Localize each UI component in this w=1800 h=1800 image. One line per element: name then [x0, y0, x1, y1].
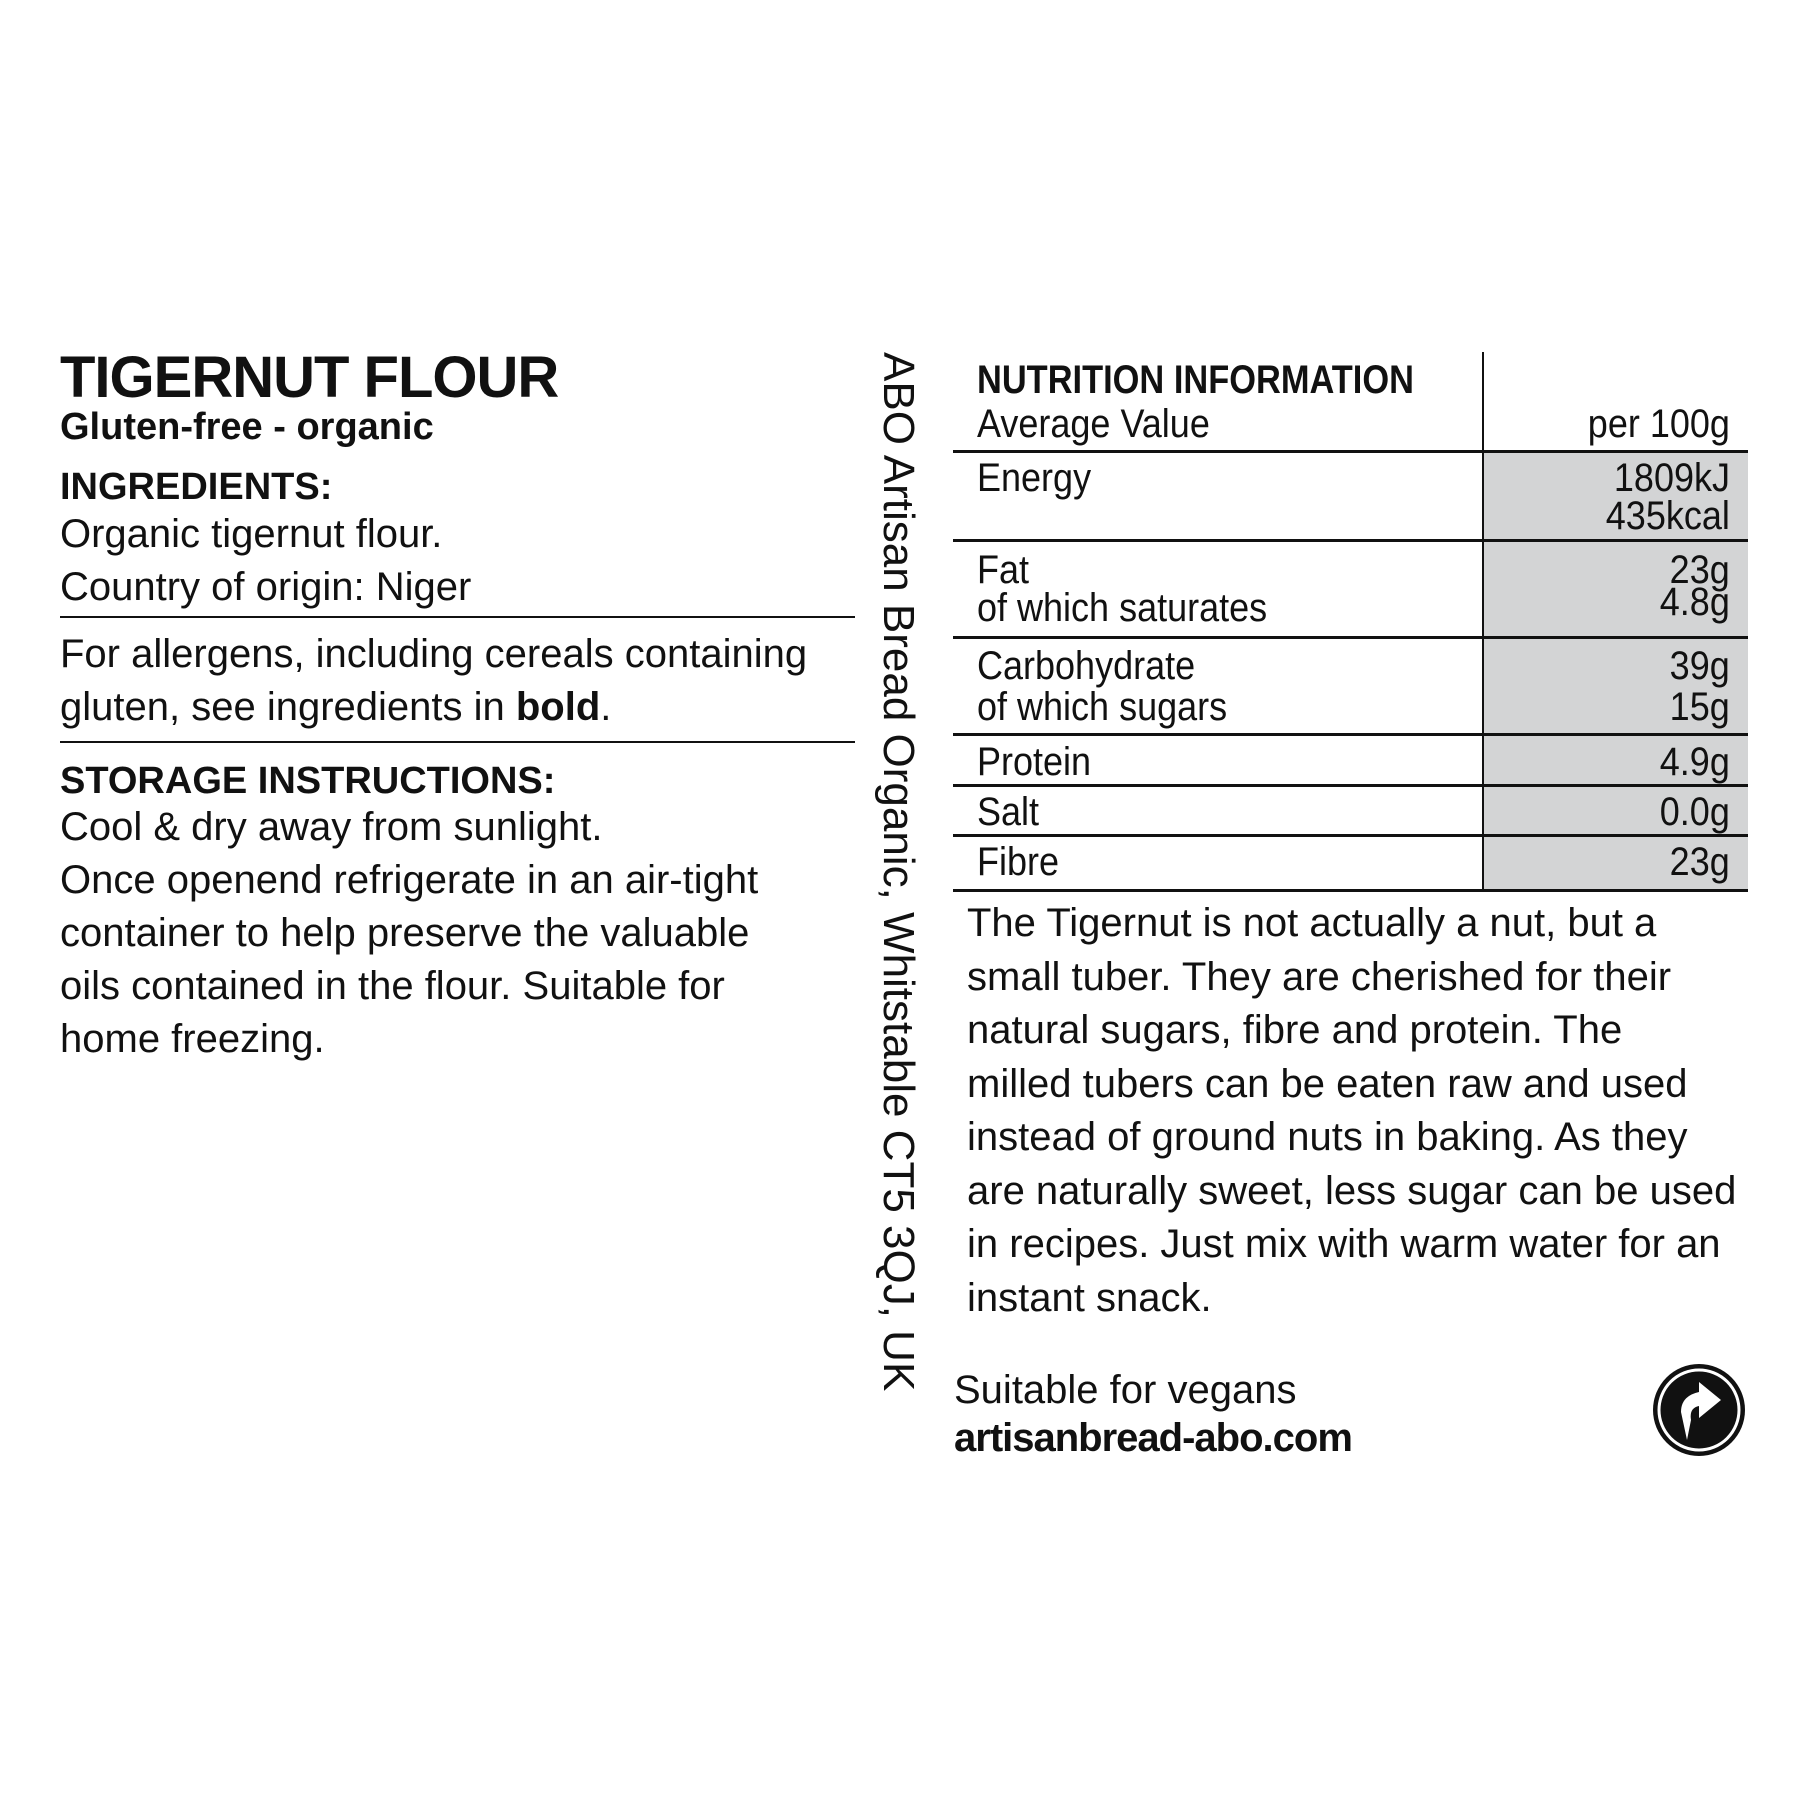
- row-rule: [953, 889, 1748, 892]
- row-rule: [953, 834, 1748, 837]
- allergen-line: [60, 681, 807, 734]
- carbohydrate-value: 39g: [1669, 644, 1730, 688]
- average-value-label: Average Value: [977, 402, 1210, 446]
- storage-heading: STORAGE INSTRUCTIONS:: [60, 760, 556, 802]
- ingredients-text: [60, 508, 471, 614]
- description-line: instant snack.: [967, 1275, 1212, 1320]
- protein-label: Protein: [977, 740, 1092, 784]
- carbohydrate-label: Carbohydrate: [977, 644, 1196, 688]
- allergen-text-part: gluten, see ingredients in: [60, 685, 516, 729]
- allergen-end: .: [600, 685, 612, 729]
- storage-line: Cool & dry away from sunlight.: [60, 805, 603, 849]
- website-link[interactable]: artisanbread-abo.com: [954, 1416, 1352, 1460]
- storage-line: Once openend refrigerate in an air-tight: [60, 858, 759, 902]
- energy-label: Energy: [977, 456, 1092, 500]
- storage-line: oils contained in the flour. Suitable for: [60, 964, 725, 1008]
- storage-line: container to help preserve the valuable: [60, 911, 750, 955]
- sugars-label: of which sugars: [977, 685, 1228, 729]
- saturates-label: of which saturates: [977, 586, 1268, 630]
- row-rule: [953, 450, 1748, 453]
- description-line: in recipes. Just mix with warm water for an: [967, 1222, 1721, 1266]
- energy-kj: 1809kJ: [1613, 456, 1730, 500]
- allergen-line: For allergens, including cereals containing: [60, 632, 808, 676]
- nutrition-table: [953, 352, 1748, 892]
- fat-label: Fat: [977, 548, 1030, 592]
- description-line: are naturally sweet, less sugar can be used: [967, 1168, 1737, 1213]
- storage-text: [60, 801, 758, 1066]
- description-line: The Tigernut is not actually a nut, but a: [967, 901, 1657, 945]
- saturates-value: 4.8g: [1659, 580, 1730, 624]
- description-line: small tuber. They are cherished for their: [967, 954, 1672, 999]
- row-rule: [953, 784, 1748, 787]
- salt-value: 0.0g: [1659, 790, 1730, 834]
- sugars-value: 15g: [1669, 685, 1730, 729]
- salt-label: Salt: [977, 790, 1040, 834]
- product-title: TIGERNUT FLOUR: [60, 345, 559, 410]
- vegan-label: Suitable for vegans: [954, 1368, 1297, 1412]
- manufacturer-address: ABO Artisan Bread Organic, Whitstable CT5 3QJ, UK: [874, 352, 923, 1392]
- divider: [60, 616, 855, 618]
- description-line: natural sugars, fibre and protein. The: [967, 1008, 1623, 1052]
- fibre-label: Fibre: [977, 840, 1060, 884]
- storage-line: home freezing.: [60, 1017, 325, 1061]
- green-dot-recycle-icon: [1651, 1362, 1747, 1458]
- fat-value: 23g: [1669, 548, 1730, 592]
- origin-line: Country of origin: Niger: [60, 565, 472, 609]
- row-rule: [953, 636, 1748, 639]
- allergen-text: [60, 628, 807, 734]
- row-rule: [953, 733, 1748, 736]
- description-line: milled tubers can be eaten raw and used: [967, 1061, 1688, 1106]
- ingredients-heading: INGREDIENTS:: [60, 466, 333, 508]
- protein-value: 4.9g: [1659, 740, 1730, 784]
- description-line: instead of ground nuts in baking. As they: [967, 1115, 1688, 1159]
- bold-word: bold: [515, 685, 601, 729]
- row-rule: [953, 539, 1748, 542]
- divider: [60, 741, 855, 743]
- nutrition-heading: NUTRITION INFORMATION: [977, 358, 1414, 402]
- product-subtitle: Gluten-free - organic: [60, 406, 434, 448]
- fibre-value: 23g: [1669, 840, 1730, 884]
- ingredients-line: Organic tigernut flour.: [60, 512, 443, 556]
- column-divider: [1482, 352, 1484, 890]
- per-100g-label: per 100g: [1587, 402, 1730, 446]
- product-description: [967, 897, 1736, 1325]
- energy-kcal: 435kcal: [1605, 494, 1730, 538]
